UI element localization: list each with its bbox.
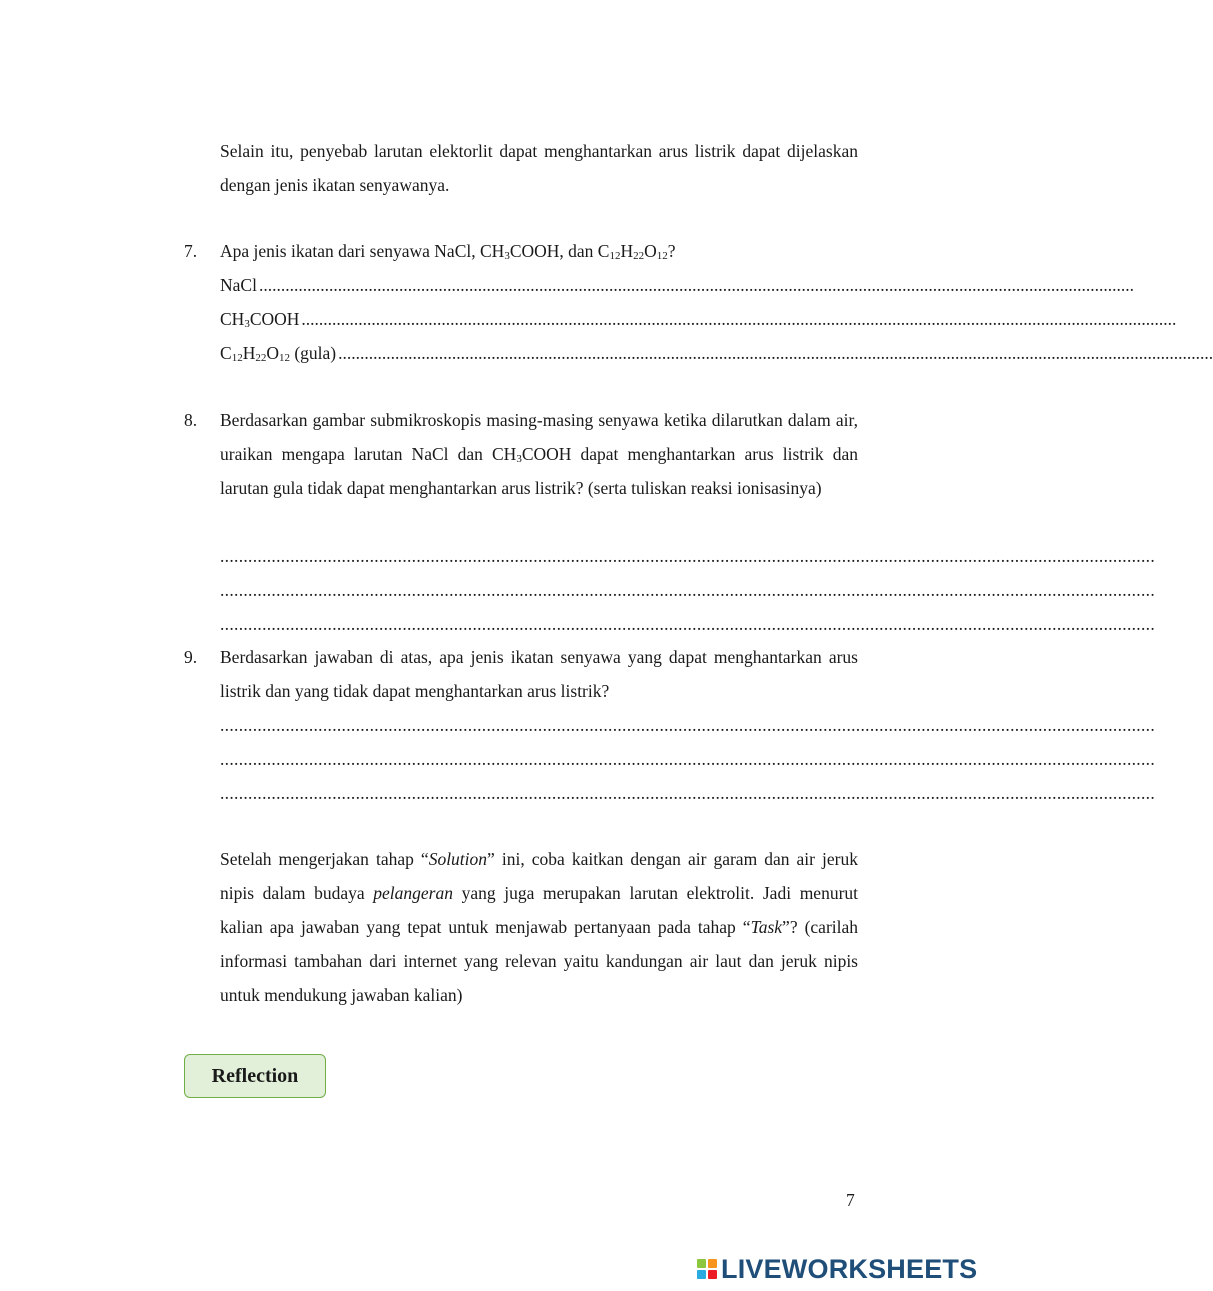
liveworksheets-logo bbox=[697, 1254, 977, 1284]
reflection-label: Reflection bbox=[211, 1064, 299, 1087]
liveworksheets-wordmark: LIVEWORKSHEETS bbox=[721, 1253, 978, 1284]
answer-dots: ........................................................................................................................................................................................................ bbox=[301, 309, 1177, 329]
answer-dots: ........................................................................................................................................................................................................ bbox=[258, 275, 1134, 295]
q7-answer-nacl[interactable]: NaCl ........................................................................................................................................................................................................ bbox=[220, 275, 1134, 295]
q7-question: Apa jenis ikatan dari senyawa NaCl, $CH_3COOH$, dan $C_{12}H_{22}O_{12}$? bbox=[220, 241, 676, 262]
q8-number: 8. bbox=[184, 410, 198, 430]
q8-answer-line-3[interactable]: ........................................................................................................................................................................................................ bbox=[220, 614, 1155, 634]
q9-answer-line-3[interactable]: ........................................................................................................................................................................................................ bbox=[220, 783, 1155, 803]
q9-answer-line-1[interactable]: ........................................................................................................................................................................................................ bbox=[220, 715, 1155, 735]
intro-paragraph: Selain itu, penyebab larutan elektorlit dapat menghantarkan arus listrik dapat dijelaskan dengan jenis ikatan senyawanya. bbox=[220, 141, 858, 195]
q9-number: 9. bbox=[184, 647, 198, 667]
reflection-heading-box bbox=[184, 1054, 326, 1098]
answer-dots: ........................................................................................................................................................................................................ bbox=[338, 343, 1213, 363]
liveworksheets-blocks-icon bbox=[697, 1259, 717, 1279]
closing-paragraph: Setelah mengerjakan tahap “Solution” ini, coba kaitkan dengan air garam dan air jeruk nipis dalam budaya pelangeran yang juga merupakan larutan elektrolit. Jadi menurut kalian apa jawaban yang tepat untuk menjawab pertanyaan pada tahap “Task”? (carilah informasi tambahan dari internet yang relevan yaitu kandungan air laut dan jeruk nipis untuk mendukung jawaban kalian) bbox=[220, 849, 859, 1005]
page-number: 7 bbox=[846, 1190, 855, 1210]
q8-answer-line-1[interactable]: ........................................................................................................................................................................................................ bbox=[220, 546, 1155, 566]
q8-answer-line-2[interactable]: ........................................................................................................................................................................................................ bbox=[220, 580, 1155, 600]
q9-answer-line-2[interactable]: ........................................................................................................................................................................................................ bbox=[220, 749, 1155, 769]
q8-question: Berdasarkan gambar submikroskopis masing-masing senyawa ketika dilarutkan dalam air, uraikan mengapa larutan NaCl dan $CH_3COOH$ dapat menghantarkan arus listrik dan larutan gula tidak dapat menghantarkan arus listrik? (serta tuliskan reaksi ionisasinya) bbox=[220, 410, 858, 498]
q7-answer-ch3cooh[interactable]: $CH_3COOH$ ........................................................................................................................................................................................................ bbox=[220, 309, 1177, 330]
q7-answer-sugar[interactable]: $C_{12}H_{22}O_{12}$ (gula) ........................................................................................................................................................................................................ bbox=[220, 343, 1213, 364]
q9-question: Berdasarkan jawaban di atas, apa jenis ikatan senyawa yang dapat menghantarkan arus listrik dan yang tidak dapat menghantarkan arus listrik? bbox=[220, 647, 858, 701]
q7-number: 7. bbox=[184, 241, 198, 261]
